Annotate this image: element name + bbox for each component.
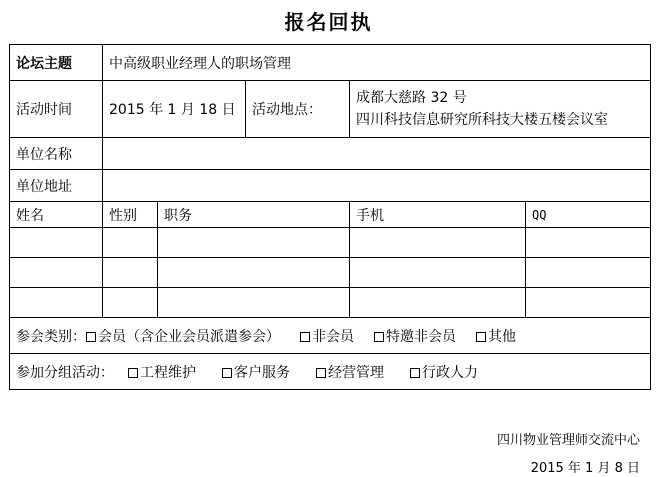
cell-position[interactable] — [158, 258, 350, 288]
attendee-row — [10, 228, 651, 258]
header-name: 姓名 — [10, 202, 103, 228]
cell-mobile[interactable] — [350, 258, 526, 288]
time-label: 活动时间 — [10, 81, 103, 138]
unit-name-row — [10, 138, 651, 170]
unit-name-label: 单位名称 — [10, 138, 103, 170]
footer-date: 2015 年 1 月 8 日 — [530, 461, 640, 476]
checkbox-icon[interactable] — [374, 332, 384, 342]
place-line-2: 四川科技信息研究所科技大楼五楼会议室 — [356, 112, 608, 128]
page-title: 报名回执 — [284, 10, 373, 34]
cell-mobile[interactable] — [350, 288, 526, 318]
cell-gender[interactable] — [103, 228, 158, 258]
cell-gender[interactable] — [103, 258, 158, 288]
unit-address-input[interactable] — [103, 170, 651, 202]
attendee-header-row — [10, 202, 651, 228]
cell-qq[interactable] — [526, 258, 651, 288]
header-gender: 性别 — [103, 202, 158, 228]
category-option-member[interactable]: 会员（含企业会员派遣参会） — [86, 329, 280, 345]
group-row — [10, 354, 651, 390]
forum-label: 论坛主题 — [10, 45, 103, 81]
checkbox-icon[interactable] — [86, 332, 96, 342]
cell-mobile[interactable] — [350, 228, 526, 258]
unit-name-input[interactable] — [103, 138, 651, 170]
category-row — [10, 318, 651, 354]
category-label: 参会类别： — [16, 328, 86, 345]
group-option-customer-service[interactable]: 客户服务 — [222, 365, 290, 381]
unit-address-label: 单位地址 — [10, 170, 103, 202]
place-line-1: 成都大慈路 32 号 — [356, 90, 467, 106]
forum-row — [10, 45, 651, 81]
group-cell — [10, 354, 651, 390]
cell-qq[interactable] — [526, 228, 651, 258]
group-option-engineering[interactable]: 工程维护 — [128, 365, 196, 381]
category-option-other[interactable]: 其他 — [476, 329, 516, 345]
header-qq: QQ — [526, 202, 651, 228]
cell-name[interactable] — [10, 228, 103, 258]
cell-position[interactable] — [158, 228, 350, 258]
cell-name[interactable] — [10, 288, 103, 318]
checkbox-icon[interactable] — [222, 368, 232, 378]
cell-name[interactable] — [10, 258, 103, 288]
cell-position[interactable] — [158, 288, 350, 318]
category-option-non-member[interactable]: 非会员 — [300, 329, 354, 345]
checkbox-icon[interactable] — [300, 332, 310, 342]
cell-gender[interactable] — [103, 288, 158, 318]
attendee-row — [10, 258, 651, 288]
checkbox-icon[interactable] — [316, 368, 326, 378]
header-mobile: 手机 — [350, 202, 526, 228]
category-option-invited[interactable]: 特邀非会员 — [374, 329, 456, 345]
attendee-row — [10, 288, 651, 318]
checkbox-icon[interactable] — [128, 368, 138, 378]
group-option-admin-hr[interactable]: 行政人力 — [410, 365, 478, 381]
checkbox-icon[interactable] — [476, 332, 486, 342]
place-value[interactable] — [350, 81, 651, 138]
time-value[interactable]: 2015 年 1 月 18 日 — [103, 81, 246, 138]
forum-value[interactable]: 中高级职业经理人的职场管理 — [103, 45, 651, 81]
group-label: 参加分组活动： — [16, 364, 114, 381]
place-label: 活动地点： — [246, 81, 350, 138]
unit-address-row — [10, 170, 651, 202]
cell-qq[interactable] — [526, 288, 651, 318]
registration-form — [9, 44, 651, 390]
category-cell — [10, 318, 651, 354]
header-position: 职务 — [158, 202, 350, 228]
activity-row — [10, 81, 651, 138]
group-option-management[interactable]: 经营管理 — [316, 365, 384, 381]
footer-organization: 四川物业管理师交流中心 — [496, 433, 640, 448]
checkbox-icon[interactable] — [410, 368, 420, 378]
